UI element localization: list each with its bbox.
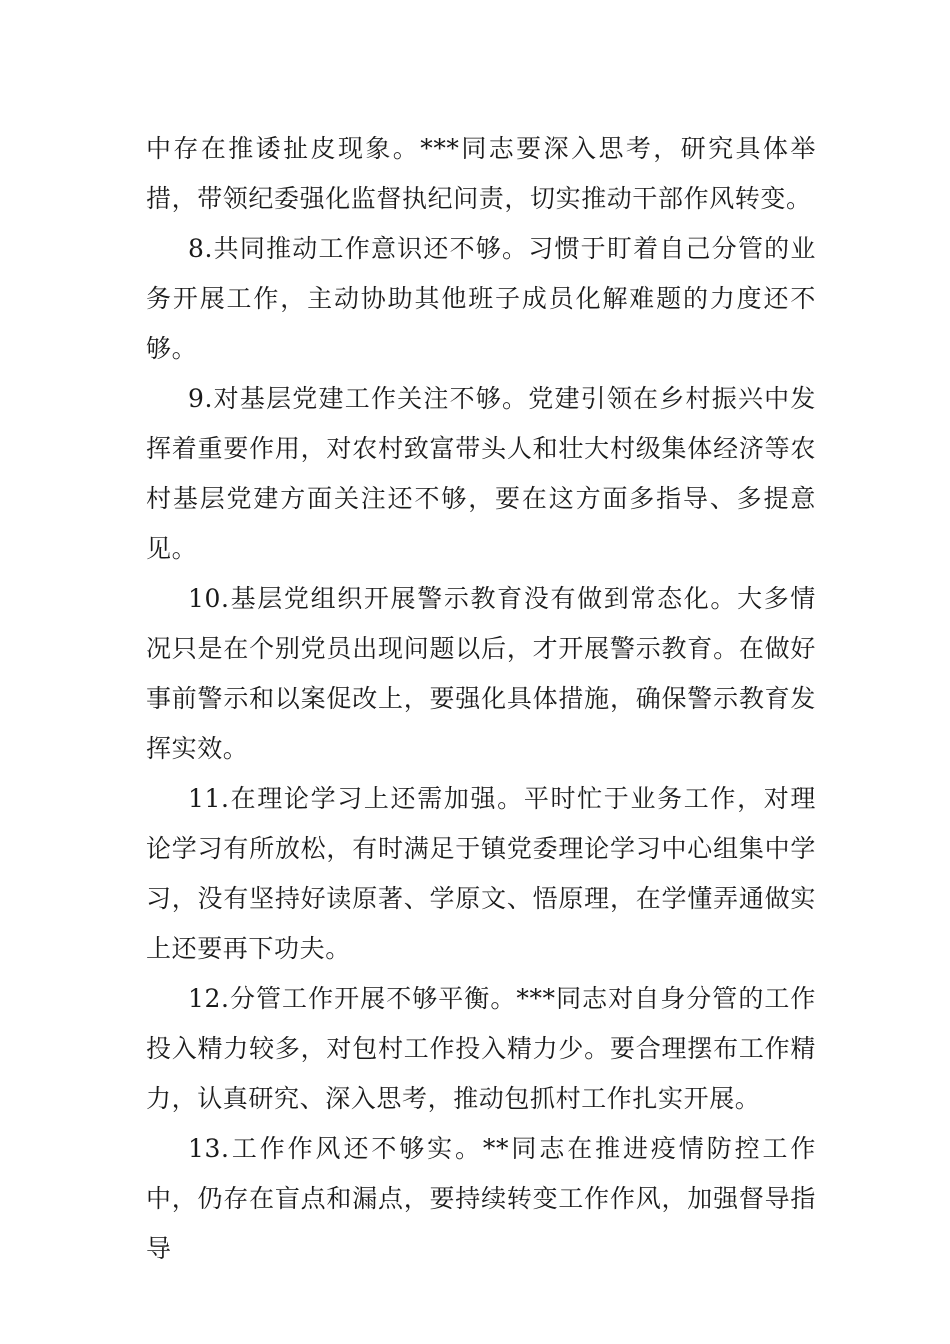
paragraph-item-8: 8.共同推动工作意识还不够。习惯于盯着自己分管的业务开展工作，主动协助其他班子成员化解难题的力度还不够。	[146, 234, 816, 363]
paragraph-item-12: 12.分管工作开展不够平衡。***同志对自身分管的工作投入精力较多，对包村工作投入精力少。要合理摆布工作精力，认真研究、深入思考，推动包抓村工作扎实开展。	[146, 984, 816, 1113]
paragraph-item-10: 10.基层党组织开展警示教育没有做到常态化。大多情况只是在个别党员出现问题以后，才开展警示教育。在做好事前警示和以案促改上，要强化具体措施，确保警示教育发挥实效。	[146, 584, 816, 763]
paragraph-item-11: 11.在理论学习上还需加强。平时忙于业务工作，对理论学习有所放松，有时满足于镇党委理论学习中心组集中学习，没有坚持好读原著、学原文、悟原理，在学懂弄通做实上还要再下功夫。	[146, 784, 816, 963]
paragraph-item-9: 9.对基层党建工作关注不够。党建引领在乡村振兴中发挥着重要作用，对农村致富带头人和壮大村级集体经济等农村基层党建方面关注还不够，要在这方面多指导、多提意见。	[146, 384, 816, 563]
paragraph-item-13: 13.工作作风还不够实。**同志在推进疫情防控工作中，仍存在盲点和漏点，要持续转变工作作风，加强督导指导	[146, 1134, 816, 1263]
paragraph-continuation: 中存在推诿扯皮现象。***同志要深入思考，研究具体举措，带领纪委强化监督执纪问责，切实推动干部作风转变。	[146, 134, 816, 213]
document-body	[146, 124, 816, 1274]
